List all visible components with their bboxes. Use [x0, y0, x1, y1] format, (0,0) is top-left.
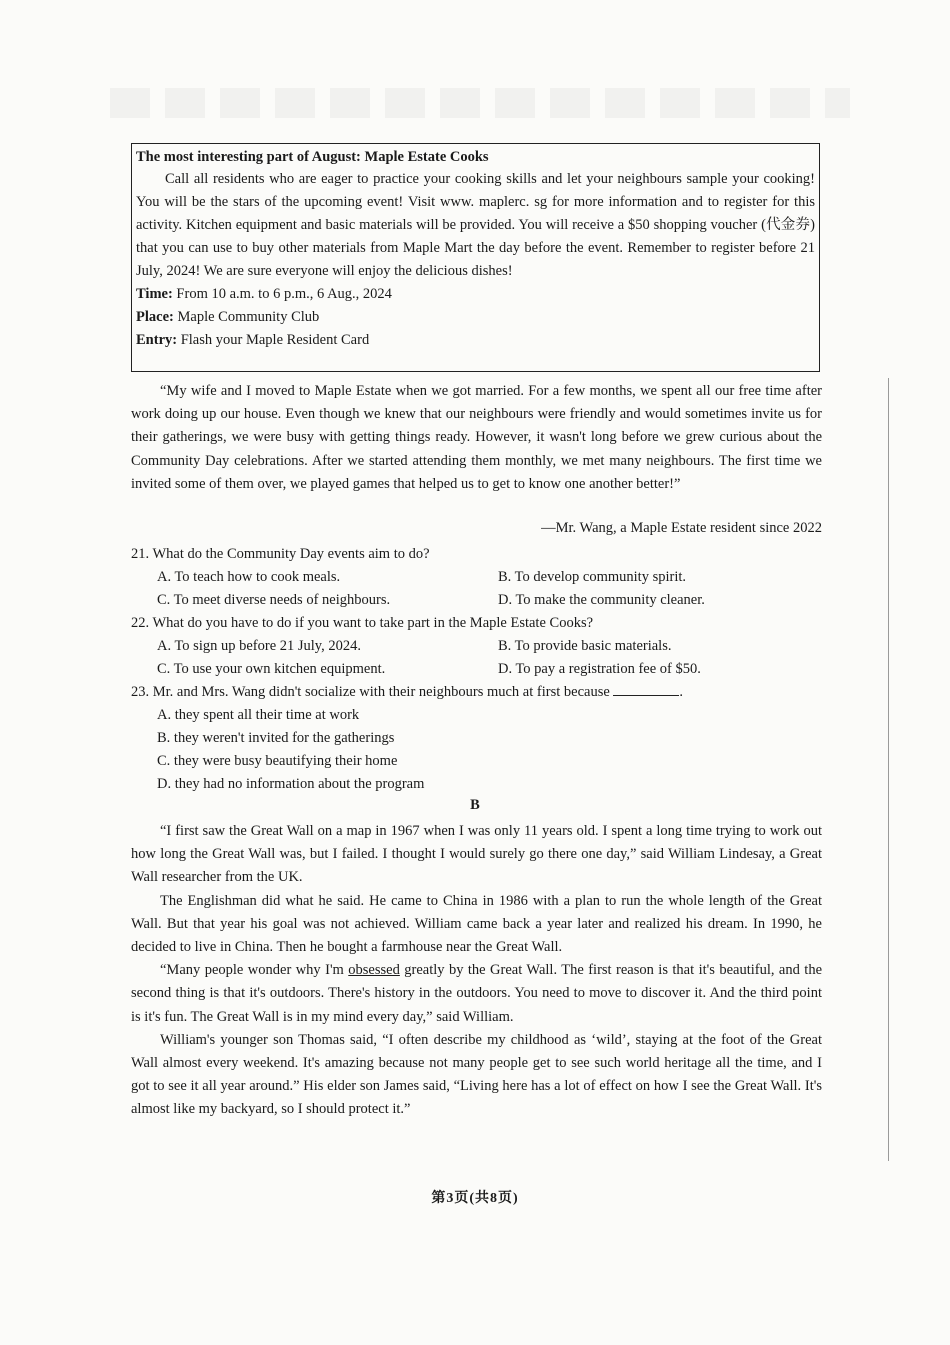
q21-option-d: D. To make the community cleaner.: [498, 592, 705, 608]
passage-b-paragraph-2: The Englishman did what he said. He came to China in 1986 with a plan to run the whole length of the Great Wall. But that year his goal was not achieved. William came back a year later and realized his dream. In 1990, he decided to live in China. Then he bought a farmhouse near the Great Wall.: [131, 892, 822, 956]
q23-option-d: D. they had no information about the program: [157, 776, 425, 792]
q21-option-c: C. To meet diverse needs of neighbours.: [157, 592, 391, 608]
underlined-word: obsessed: [348, 962, 400, 979]
q22-option-b: B. To provide basic materials.: [498, 638, 672, 654]
passage-b-paragraph-1: “I first saw the Great Wall on a map in 1967 when I was only 11 years old. I spent a long time trying to work out how long the Great Wall was, but I failed. I thought I would surely go there one day,” said William Lindesay, a Great Wall researcher from the UK.: [131, 823, 822, 886]
answer-blank: [613, 681, 679, 696]
question-22: 22. What do you have to do if you want to take part in the Maple Estate Cooks?: [131, 615, 594, 631]
notice-time: Time: From 10 a.m. to 6 p.m., 6 Aug., 2024: [136, 286, 392, 302]
q22-option-c: C. To use your own kitchen equipment.: [157, 661, 386, 677]
q23-option-c: C. they were busy beautifying their home: [157, 753, 398, 769]
notice-entry: Entry: Flash your Maple Resident Card: [136, 332, 370, 348]
scan-edge-line: [888, 378, 889, 1161]
resident-quote: “My wife and I moved to Maple Estate when we got married. For a few months, we spent all our free time after work doing up our house. Even though we knew that our neighbours were friendly and would sometimes invite us for their gatherings, we were busy with getting things ready. However, it wasn't long before we grew curious about the Community Day celebrations. After we started attending them monthly, we met many neighbours. The first time we invited some of them over, we played games that helped us to get to know one another better!”: [131, 383, 822, 492]
bleed-through: [110, 88, 850, 118]
notice-body: Call all residents who are eager to practice your cooking skills and let your neighbours sample your cooking! You will be the stars of the upcoming event! Visit www. maplerc. sg for more information and to register for this activity. Kitchen equipment and basic materials will be provided. You will receive a $50 shopping voucher (代金券) that you can use to buy other materials from Maple Mart the day before the event. Remember to register before 21 July, 2024! We are sure everyone will enjoy the delicious dishes!: [136, 171, 815, 279]
notice-place: Place: Maple Community Club: [136, 309, 320, 325]
q23-option-b: B. they weren't invited for the gatherings: [157, 730, 395, 746]
q21-option-a: A. To teach how to cook meals.: [157, 569, 341, 585]
page-footer: 第3页(共8页): [431, 1191, 519, 1206]
q23-option-a: A. they spent all their time at work: [157, 707, 360, 723]
q22-option-a: A. To sign up before 21 July, 2024.: [157, 638, 361, 654]
notice-box: [131, 143, 820, 372]
notice-heading: The most interesting part of August: Maple Estate Cooks: [136, 149, 489, 165]
q22-option-d: D. To pay a registration fee of $50.: [498, 661, 701, 677]
q21-option-b: B. To develop community spirit.: [498, 569, 687, 585]
passage-b-paragraph-3: “Many people wonder why I'm obsessed greatly by the Great Wall. The first reason is that it's beautiful, and the second thing is that it's outdoors. There's history in the outdoors. You need to move to discover it. And the third point is it's fun. The Great Wall is in my mind every day,” said William.: [131, 962, 823, 1025]
quote-signature: —Mr. Wang, a Maple Estate resident since 2022: [541, 520, 822, 536]
passage-b-paragraph-4: William's younger son Thomas said, “I often describe my childhood as ‘wild’, staying at the foot of the Great Wall almost every weekend. It's amazing because not many people get to see such world heritage all the time, and I got to see it all year around.” His elder son James said, “Living here has a lot of effect on how I see the Great Wall. It's almost like my backyard, so I should protect it.”: [131, 1031, 822, 1118]
question-21: 21. What do the Community Day events aim to do?: [131, 546, 430, 562]
question-23: 23. Mr. and Mrs. Wang didn't socialize with their neighbours much at first because .: [131, 681, 683, 704]
section-b-passage: [131, 820, 822, 1122]
section-b-label: B: [470, 797, 480, 813]
